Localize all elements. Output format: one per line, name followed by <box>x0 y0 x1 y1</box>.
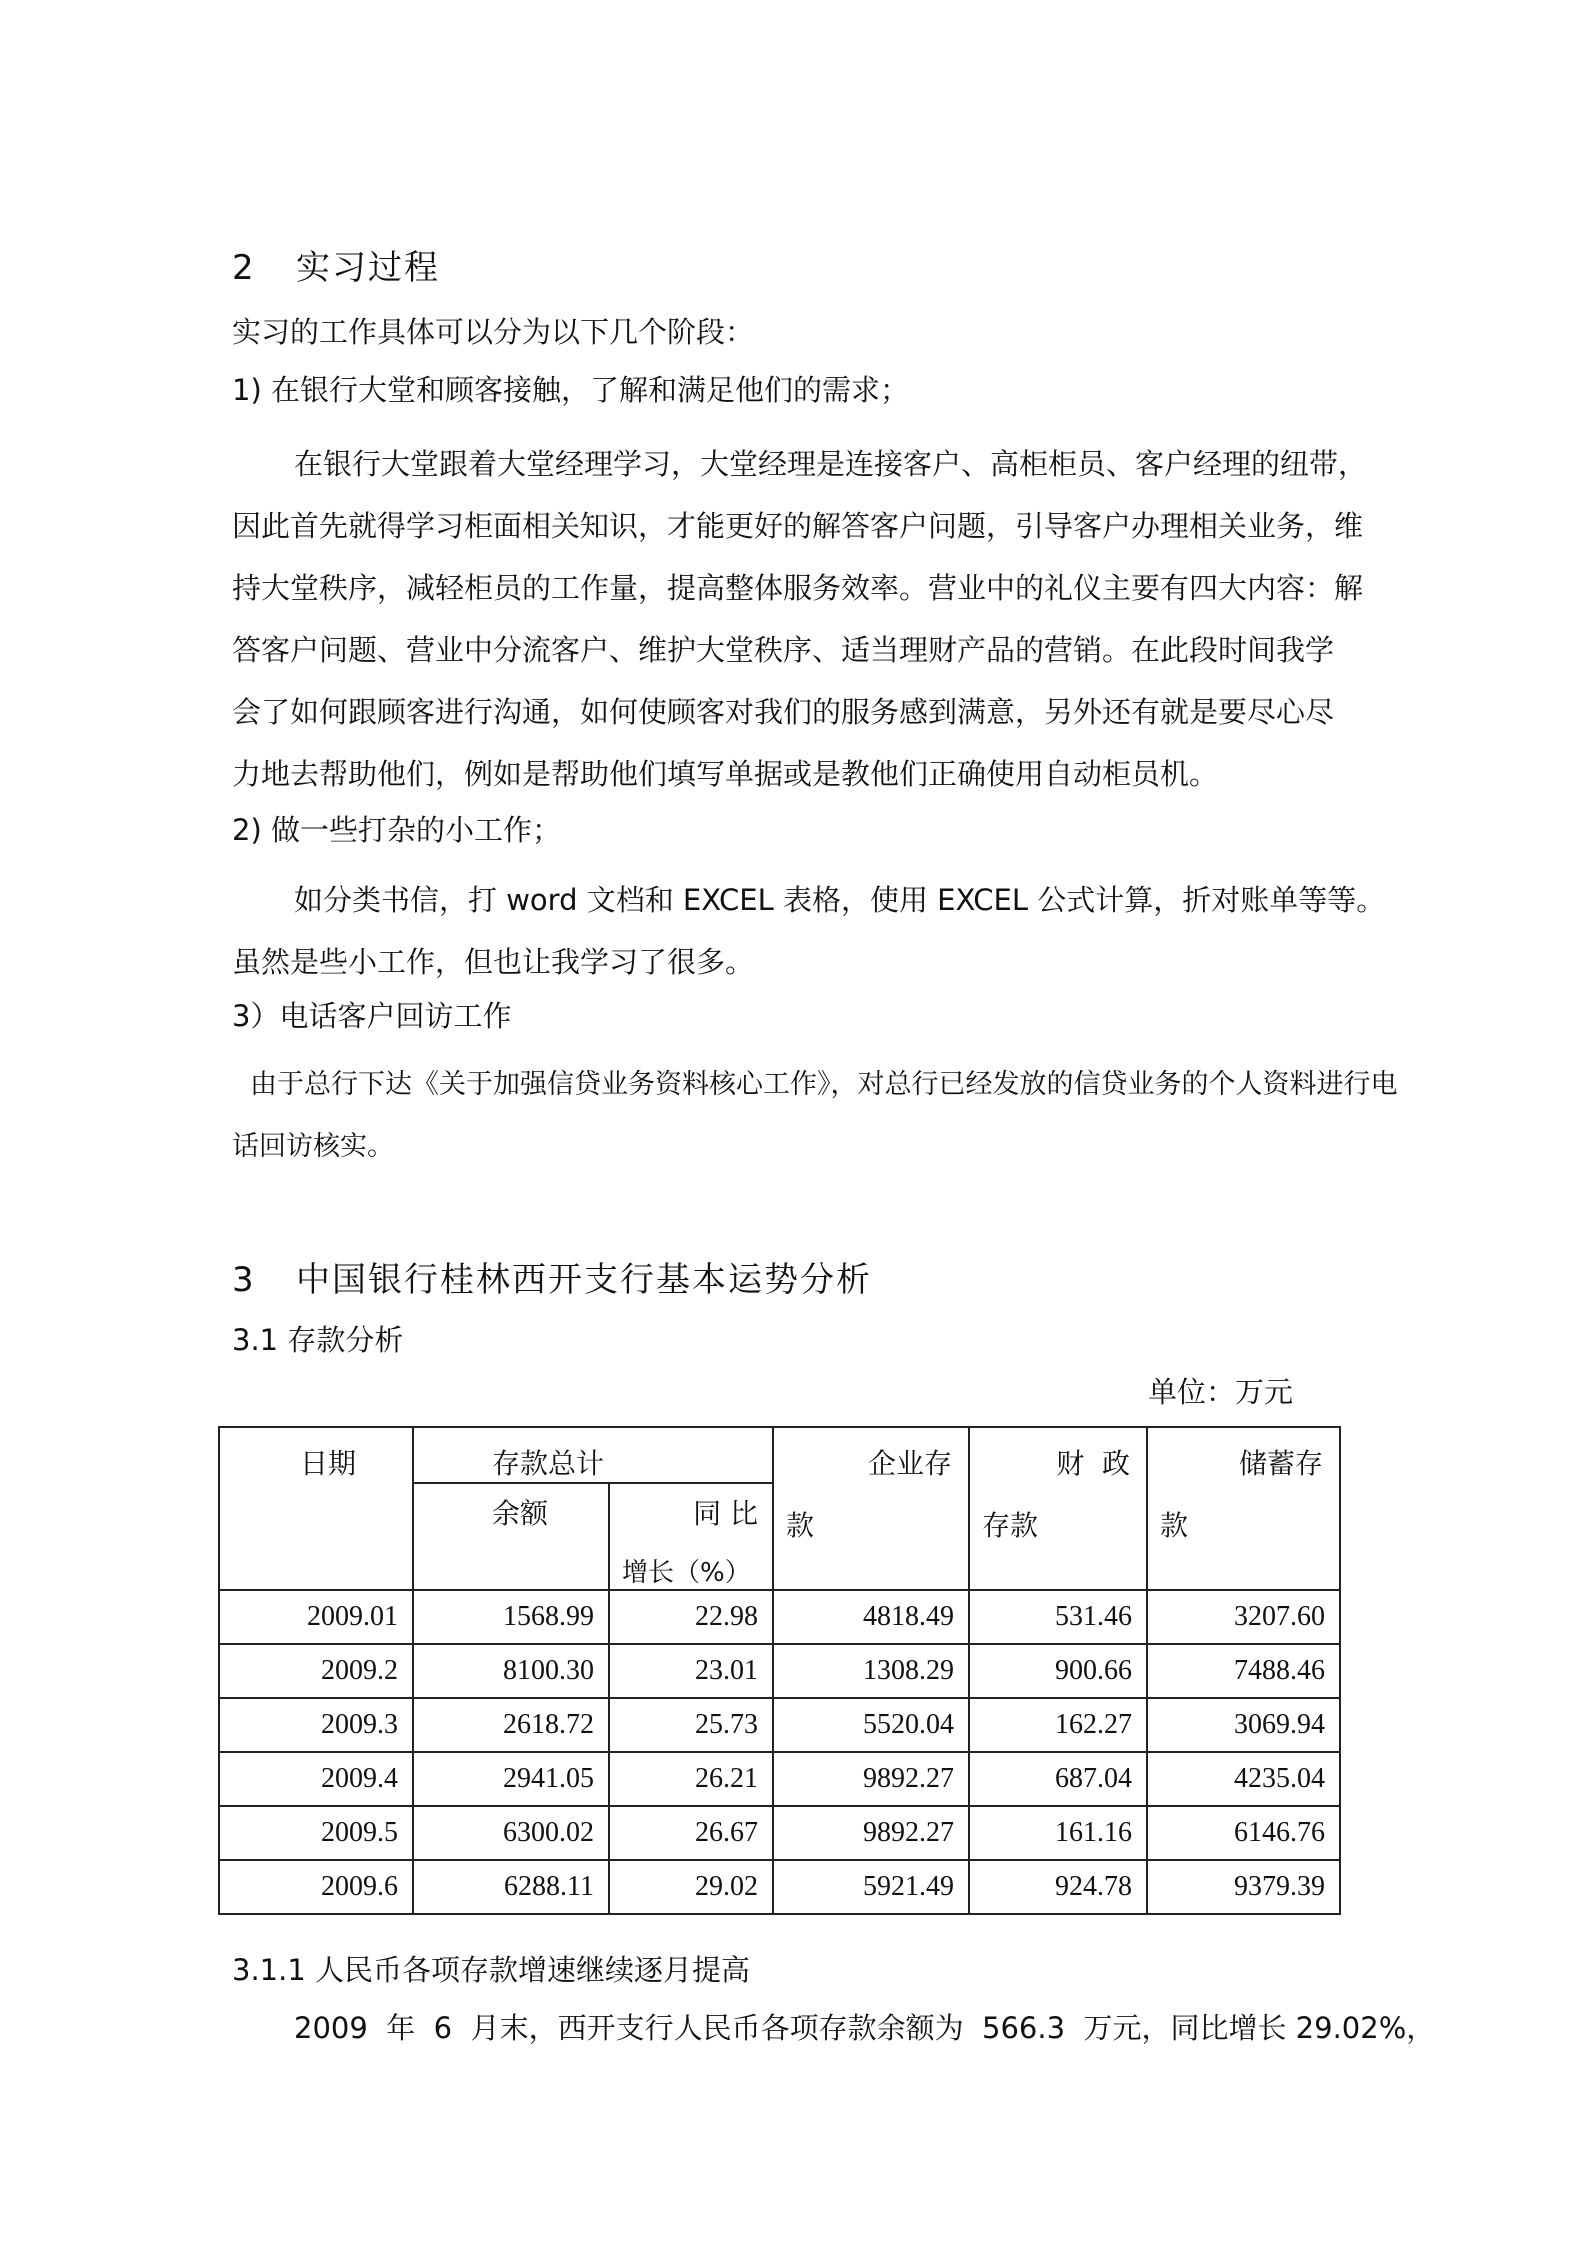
table-cell: 9892.27 <box>773 1806 969 1860</box>
table-cell: 6146.76 <box>1147 1806 1340 1860</box>
table-header-row <box>219 1427 1340 1483</box>
header-fiscal <box>969 1427 1147 1590</box>
header-savings-line1: 储蓄存 <box>1239 1447 1324 1480</box>
table-cell: 162.27 <box>969 1698 1147 1752</box>
table-row <box>219 1644 1340 1698</box>
header-savings <box>1147 1427 1340 1590</box>
table-cell: 2941.05 <box>413 1752 609 1806</box>
item-1-title: 1) 在银行大堂和顾客接触，了解和满足他们的需求； <box>232 373 909 407</box>
table-cell: 5921.49 <box>773 1860 969 1914</box>
item-2-line: 如分类书信，打 word 文档和 EXCEL 表格，使用 EXCEL 公式计算，折对账单等等。 <box>294 883 1386 917</box>
item-1-line: 持大堂秩序，减轻柜员的工作量，提高整体服务效率。营业中的礼仪主要有四大内容：解 <box>232 571 1364 605</box>
table-cell: 26.67 <box>609 1806 773 1860</box>
body-last-line: 2009 年 6 月末，西开支行人民币各项存款余额为 566.3 万元，同比增长 29.02%， <box>294 2011 1436 2045</box>
table-cell: 7488.46 <box>1147 1644 1340 1698</box>
table-cell: 6300.02 <box>413 1806 609 1860</box>
table-cell: 2009.2 <box>219 1644 413 1698</box>
header-corporate-line1: 企业存 <box>868 1447 953 1480</box>
table-cell: 1568.99 <box>413 1590 609 1644</box>
header-fiscal-line1: 财 政 <box>1056 1447 1131 1480</box>
table-cell: 161.16 <box>969 1806 1147 1860</box>
table-cell: 2009.6 <box>219 1860 413 1914</box>
section-2-title: 实习过程 <box>296 248 440 288</box>
item-1-line: 因此首先就得学习柜面相关知识，才能更好的解答客户问题，引导客户办理相关业务，维 <box>232 509 1364 543</box>
section-2-heading <box>232 240 440 289</box>
item-1-line: 会了如何跟顾客进行沟通，如何使顾客对我们的服务感到满意，另外还有就是要尽心尽 <box>232 695 1335 729</box>
section-2-intro: 实习的工作具体可以分为以下几个阶段： <box>232 315 755 349</box>
subsub-section-title: 3.1.1 人民币各项存款增速继续逐月提高 <box>232 1953 751 1987</box>
table-row <box>219 1752 1340 1806</box>
section-3-title: 中国银行桂林西开支行基本运势分析 <box>296 1260 872 1300</box>
item-2-title: 2) 做一些打杂的小工作； <box>232 813 561 847</box>
table-cell: 1308.29 <box>773 1644 969 1698</box>
header-yoy-line1: 同 比 <box>693 1497 759 1530</box>
sub-section-title: 3.1 存款分析 <box>232 1323 404 1357</box>
item-3-line: 话回访核实。 <box>232 1131 394 1162</box>
table-cell: 25.73 <box>609 1698 773 1752</box>
item-1-line: 力地去帮助他们，例如是帮助他们填写单据或是教他们正确使用自动柜员机。 <box>232 757 1219 791</box>
table-cell: 900.66 <box>969 1644 1147 1698</box>
item-3-title: 3）电话客户回访工作 <box>232 999 512 1033</box>
table-cell: 26.21 <box>609 1752 773 1806</box>
item-1-line: 答客户问题、营业中分流客户、维护大堂秩序、适当理财产品的营销。在此段时间我学 <box>232 633 1335 667</box>
table-cell: 2009.5 <box>219 1806 413 1860</box>
table-body <box>219 1590 1340 1914</box>
header-fiscal-line2: 存款 <box>982 1509 1039 1542</box>
table-cell: 22.98 <box>609 1590 773 1644</box>
header-yoy-line2: 增长（%） <box>622 1558 751 1588</box>
table-cell: 2009.3 <box>219 1698 413 1752</box>
header-corporate-line2: 款 <box>786 1509 815 1542</box>
table-cell: 23.01 <box>609 1644 773 1698</box>
unit-label: 单位：万元 <box>1148 1375 1294 1409</box>
table-cell: 2009.01 <box>219 1590 413 1644</box>
header-corporate <box>773 1427 969 1590</box>
item-2-line: 虽然是些小工作，但也让我学习了很多。 <box>232 945 755 979</box>
table-cell: 4818.49 <box>773 1590 969 1644</box>
table-cell: 4235.04 <box>1147 1752 1340 1806</box>
table-cell: 2618.72 <box>413 1698 609 1752</box>
table-cell: 6288.11 <box>413 1860 609 1914</box>
table-cell: 3207.60 <box>1147 1590 1340 1644</box>
header-balance: 余额 <box>413 1483 609 1590</box>
section-3-heading <box>232 1252 872 1301</box>
table-cell: 29.02 <box>609 1860 773 1914</box>
table-cell: 924.78 <box>969 1860 1147 1914</box>
table-row <box>219 1860 1340 1914</box>
item-3-line: 由于总行下达《关于加强信贷业务资料核心工作》，对总行已经发放的信贷业务的个人资料进行电 <box>250 1069 1398 1100</box>
table-row <box>219 1590 1340 1644</box>
section-3-number: 3 <box>232 1260 256 1300</box>
table-row <box>219 1806 1340 1860</box>
table-cell: 5520.04 <box>773 1698 969 1752</box>
header-date: 日期 <box>219 1427 413 1590</box>
table-cell: 2009.4 <box>219 1752 413 1806</box>
table-cell: 687.04 <box>969 1752 1147 1806</box>
header-yoy <box>609 1483 773 1590</box>
table-row <box>219 1698 1340 1752</box>
deposit-table <box>218 1426 1341 1915</box>
table-cell: 531.46 <box>969 1590 1147 1644</box>
table-cell: 8100.30 <box>413 1644 609 1698</box>
section-2-number: 2 <box>232 248 256 288</box>
header-savings-line2: 款 <box>1160 1509 1189 1542</box>
table-cell: 3069.94 <box>1147 1698 1340 1752</box>
table-cell: 9892.27 <box>773 1752 969 1806</box>
table-cell: 9379.39 <box>1147 1860 1340 1914</box>
item-1-line: 在银行大堂跟着大堂经理学习，大堂经理是连接客户、高柜柜员、客户经理的纽带， <box>294 447 1368 481</box>
header-total: 存款总计 <box>413 1427 773 1483</box>
